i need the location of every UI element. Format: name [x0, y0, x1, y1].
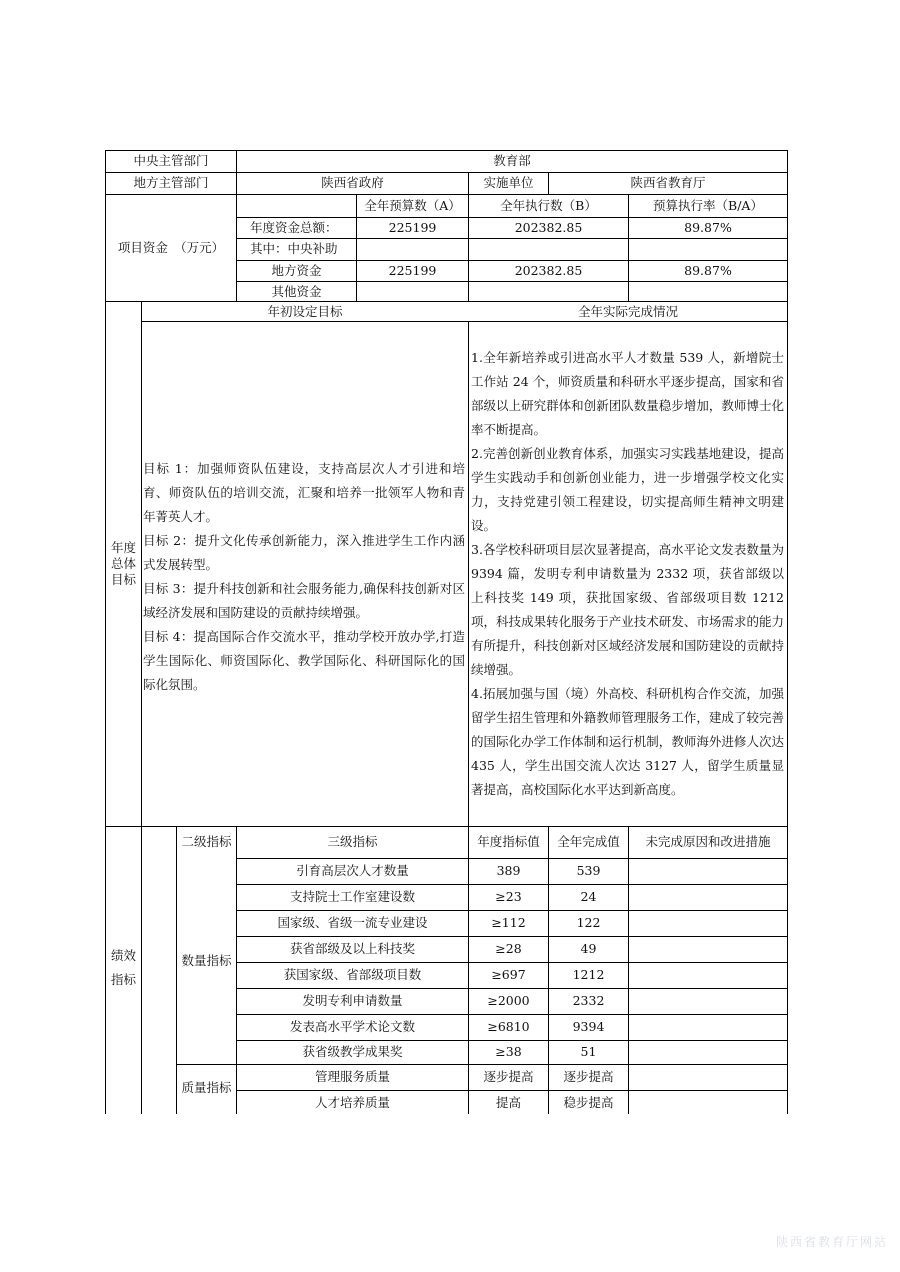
- indicator-done: 逐步提高: [563, 1069, 614, 1084]
- grid-line: [236, 1040, 787, 1041]
- indicator-target: ≥38: [495, 1044, 522, 1059]
- actual-result: 1.全年新培养或引进高水平人才数量 539 人，新增院士工作站 24 个，师资质量和科研水平逐步提高，国家和省部级以上研究群体和创新团队数量稳步增加，教师博士化率不断提高。: [471, 350, 784, 437]
- grid-line: [236, 1014, 787, 1015]
- col-actual-header: 全年实际完成情况: [577, 304, 678, 319]
- funds-row-rate: 89.87%: [684, 220, 732, 235]
- col-rate-header: 预算执行率（B/A）: [653, 198, 763, 213]
- col-target-header: 年度指标值: [477, 834, 540, 849]
- indicator-name: 获省部级及以上科技奖: [289, 941, 415, 956]
- indicator-name: 人才培养质量: [314, 1095, 390, 1110]
- actual-result: 4.拓展加强与国（境）外高校、科研机构合作交流，加强留学生招生管理和外籍教师管理服务工作，建成了较完善的国际化办学工作体制和运行机制，教师海外进修人次达 435 人，学生出国交流人次达 3127 人，留学生质量显著提高，高校国际化水平达到新高度。: [471, 686, 784, 797]
- central-dept-label: 中央主管部门: [133, 153, 209, 168]
- actual-result: 3.各学校科研项目层次显著提高，高水平论文发表数量为 9394 篇，发明专利申请数量为 2332 项，获省部级以上科技奖 149 项，获批国家级、省部级项目数 1212 项，科技成果转化服务于产业技术研发、市场需求的能力有所提升，科技创新对区域经济发展和国防建设的贡献持续增强。: [471, 542, 784, 677]
- funds-row-rate: 89.87%: [684, 263, 732, 278]
- funds-row-exec: 202382.85: [514, 220, 583, 235]
- site-watermark: 陕西省教育厅网站: [775, 1235, 888, 1249]
- indicator-done: 1212: [572, 967, 605, 982]
- col-reason-header: 未完成原因和改进措施: [645, 834, 771, 849]
- group-quantity-label: 数量指标: [181, 953, 232, 968]
- actual-results: [471, 346, 784, 802]
- grid-line: [236, 910, 787, 911]
- indicator-done: 539: [576, 863, 601, 878]
- funds-row-budget: 225199: [388, 220, 437, 235]
- planned-goal: 目标 2：提升文化传承创新能力，深入推进学生工作内涵式发展转型。: [143, 533, 465, 572]
- indicator-target: ≥23: [495, 889, 522, 904]
- indicator-target: ≥697: [491, 967, 526, 982]
- grid-line: [105, 826, 787, 827]
- indicators-label-line: 绩效: [110, 948, 136, 963]
- funds-row-budget: 225199: [388, 263, 437, 278]
- central-dept-value: 教育部: [493, 153, 531, 168]
- grid-line: [236, 962, 787, 963]
- impl-unit-label: 实施单位: [483, 175, 534, 190]
- grid-line: [236, 281, 787, 282]
- grid-line: [105, 301, 787, 302]
- grid-line: [236, 884, 787, 885]
- indicator-name: 引育高层次人才数量: [296, 863, 409, 878]
- indicator-done: 49: [580, 941, 597, 956]
- indicator-done: 2332: [572, 993, 605, 1008]
- funds-row-label: 年度资金总额：: [250, 220, 338, 235]
- col-exec-header: 全年执行数（B）: [500, 198, 597, 213]
- indicator-target: 逐步提高: [483, 1069, 534, 1084]
- funds-row-label: 其他资金: [271, 284, 322, 299]
- goals-section-label: 年度总体目标: [110, 540, 136, 587]
- actual-result: 2.完善创新创业教育体系，加强实习实践基地建设，提高学生实践动手和创新创业能力，进一步增强学校文化实力，支持党建引领工程建设，切实提高师生精神文明建设。: [471, 446, 784, 533]
- grid-line: [787, 150, 788, 1114]
- funds-label: 项目资金 （万元）: [117, 240, 225, 255]
- indicator-target: ≥112: [491, 915, 526, 930]
- indicators-section-label: [106, 944, 141, 992]
- indicator-done: 9394: [572, 1019, 605, 1034]
- grid-line: [236, 858, 787, 859]
- funds-row-label: 地方资金: [271, 263, 322, 278]
- indicator-name: 管理服务质量: [314, 1069, 390, 1084]
- planned-goal: 目标 1：加强师资队伍建设，支持高层次人才引进和培育、师资队伍的培训交流，汇聚和培养一批领军人物和青年菁英人才。: [143, 461, 465, 524]
- group-quality-label: 质量指标: [181, 1080, 232, 1095]
- grid-line: [236, 260, 787, 261]
- indicator-done: 122: [576, 915, 601, 930]
- grid-line: [105, 172, 787, 173]
- grid-line: [236, 1090, 787, 1091]
- indicator-name: 国家级、省级一流专业建设: [277, 915, 428, 930]
- local-dept-value: 陕西省政府: [321, 175, 384, 190]
- indicator-target: ≥2000: [487, 993, 530, 1008]
- planned-goal: 目标 4：提高国际合作交流水平，推动学校开放办学,打造学生国际化、师资国际化、教学国际化、科研国际化的国际化氛围。: [143, 629, 465, 692]
- grid-line: [176, 826, 177, 1114]
- funds-row-label: 其中：中央补助: [250, 241, 338, 256]
- grid-line: [236, 217, 787, 218]
- indicator-target: 提高: [495, 1095, 521, 1110]
- indicator-name: 获国家级、省部级项目数: [283, 967, 422, 982]
- local-dept-label: 地方主管部门: [133, 175, 209, 190]
- indicator-name: 获省级教学成果奖: [302, 1044, 403, 1059]
- indicator-name: 发明专利申请数量: [302, 993, 403, 1008]
- indicators-label-line: 指标: [110, 972, 136, 987]
- grid-line: [176, 1064, 787, 1065]
- grid-line: [236, 936, 787, 937]
- col-planned-header: 年初设定目标: [267, 304, 343, 319]
- funds-row-exec: 202382.85: [514, 263, 583, 278]
- indicator-done: 稳步提高: [563, 1095, 614, 1110]
- grid-line: [105, 150, 787, 151]
- planned-goals: [143, 457, 465, 697]
- indicator-done: 51: [580, 1044, 597, 1059]
- indicator-target: ≥28: [495, 941, 522, 956]
- indicator-name: 发表高水平学术论文数: [289, 1019, 415, 1034]
- impl-unit-value: 陕西省教育厅: [630, 175, 706, 190]
- indicator-target: 389: [496, 863, 521, 878]
- grid-line: [236, 988, 787, 989]
- grid-line: [141, 301, 142, 1114]
- indicator-target: ≥6810: [487, 1019, 530, 1034]
- col-level2-header: 二级指标: [181, 834, 232, 849]
- col-budget-header: 全年预算数（A）: [364, 198, 461, 213]
- planned-goal: 目标 3：提升科技创新和社会服务能力,确保科技创新对区域经济发展和国防建设的贡献持续增强。: [143, 581, 465, 620]
- col-level3-header: 三级指标: [327, 834, 378, 849]
- grid-line: [236, 238, 787, 239]
- col-done-header: 全年完成值: [557, 834, 620, 849]
- indicator-name: 支持院士工作室建设数: [289, 889, 415, 904]
- grid-line: [468, 321, 469, 826]
- grid-line: [141, 321, 787, 322]
- grid-line: [628, 826, 629, 1114]
- indicator-done: 24: [580, 889, 597, 904]
- grid-line: [105, 194, 787, 195]
